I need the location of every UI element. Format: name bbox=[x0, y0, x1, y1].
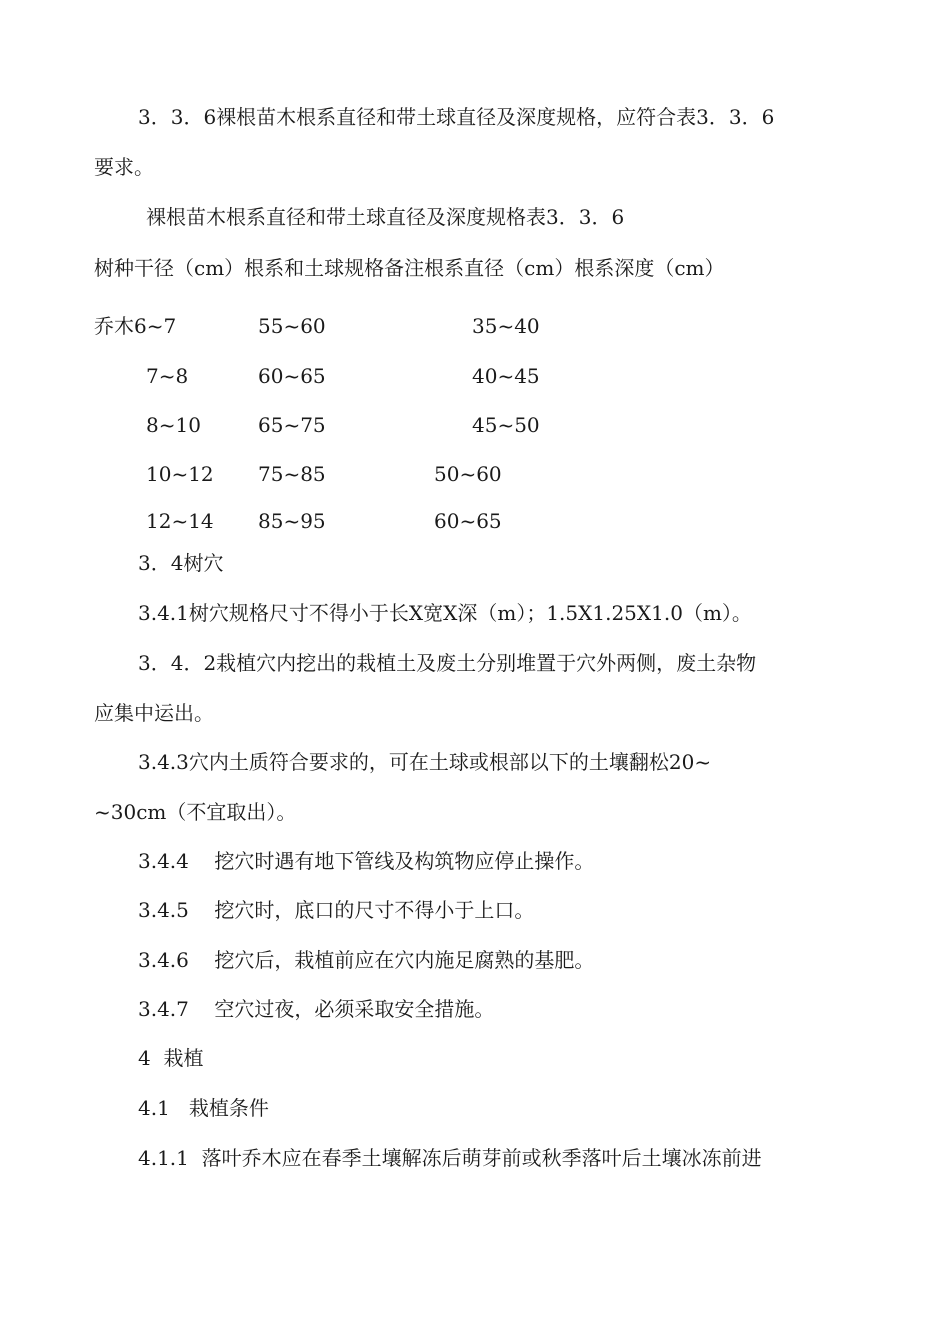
table-cell-species-trunk: 12~14 bbox=[146, 509, 214, 533]
paragraph-411: 4.1.1 落叶乔木应在春季土壤解冻后萌芽前或秋季落叶后土壤冰冻前进 bbox=[138, 1146, 762, 1170]
table-cell-root-diameter: 60~65 bbox=[258, 364, 326, 388]
section-title-41: 4.1 栽植条件 bbox=[138, 1096, 269, 1120]
section-title-4: 4 栽植 bbox=[138, 1046, 204, 1070]
table-cell-species-trunk: 8~10 bbox=[146, 413, 201, 437]
paragraph-342-line2: 应集中运出。 bbox=[94, 701, 214, 725]
paragraph-343-line1: 3.4.3穴内土质符合要求的，可在土球或根部以下的土壤翻松20~ bbox=[138, 750, 712, 774]
table-cell-root-diameter: 75~85 bbox=[258, 462, 326, 486]
table-cell-root-depth: 40~45 bbox=[472, 364, 540, 388]
paragraph-347: 3.4.7 空穴过夜，必须采取安全措施。 bbox=[138, 997, 495, 1021]
table-cell-root-depth: 50~60 bbox=[434, 462, 502, 486]
paragraph-341: 3.4.1树穴规格尺寸不得小于长X宽X深（m）；1.5X1.25X1.0（m）。 bbox=[138, 601, 752, 625]
table-cell-species-trunk: 乔木6~7 bbox=[94, 314, 177, 338]
table-cell-root-depth: 60~65 bbox=[434, 509, 502, 533]
paragraph-346: 3.4.6 挖穴后，栽植前应在穴内施足腐熟的基肥。 bbox=[138, 948, 595, 972]
paragraph-344: 3.4.4 挖穴时遇有地下管线及构筑物应停止操作。 bbox=[138, 849, 595, 873]
paragraph-345: 3.4.5 挖穴时，底口的尺寸不得小于上口。 bbox=[138, 898, 535, 922]
table-cell-root-diameter: 85~95 bbox=[258, 509, 326, 533]
table-cell-root-depth: 35~40 bbox=[472, 314, 540, 338]
table-cell-root-depth: 45~50 bbox=[472, 413, 540, 437]
table-cell-species-trunk: 10~12 bbox=[146, 462, 214, 486]
table-cell-species-trunk: 7~8 bbox=[146, 364, 189, 388]
paragraph-336-line1: 3．3．6裸根苗木根系直径和带土球直径及深度规格，应符合表3．3．6 bbox=[138, 105, 775, 129]
paragraph-342-line1: 3．4．2栽植穴内挖出的栽植土及废土分别堆置于穴外两侧，废土杂物 bbox=[138, 651, 757, 675]
table-header: 树种干径（cm）根系和土球规格备注根系直径（cm）根系深度（cm） bbox=[94, 256, 725, 280]
paragraph-343-line2: ~30cm（不宜取出）。 bbox=[94, 800, 297, 824]
table-title: 裸根苗木根系直径和带土球直径及深度规格表3．3．6 bbox=[146, 205, 625, 229]
paragraph-336-line2: 要求。 bbox=[94, 155, 154, 179]
table-cell-root-diameter: 65~75 bbox=[258, 413, 326, 437]
table-cell-root-diameter: 55~60 bbox=[258, 314, 326, 338]
section-title-34: 3．4树穴 bbox=[138, 551, 224, 575]
